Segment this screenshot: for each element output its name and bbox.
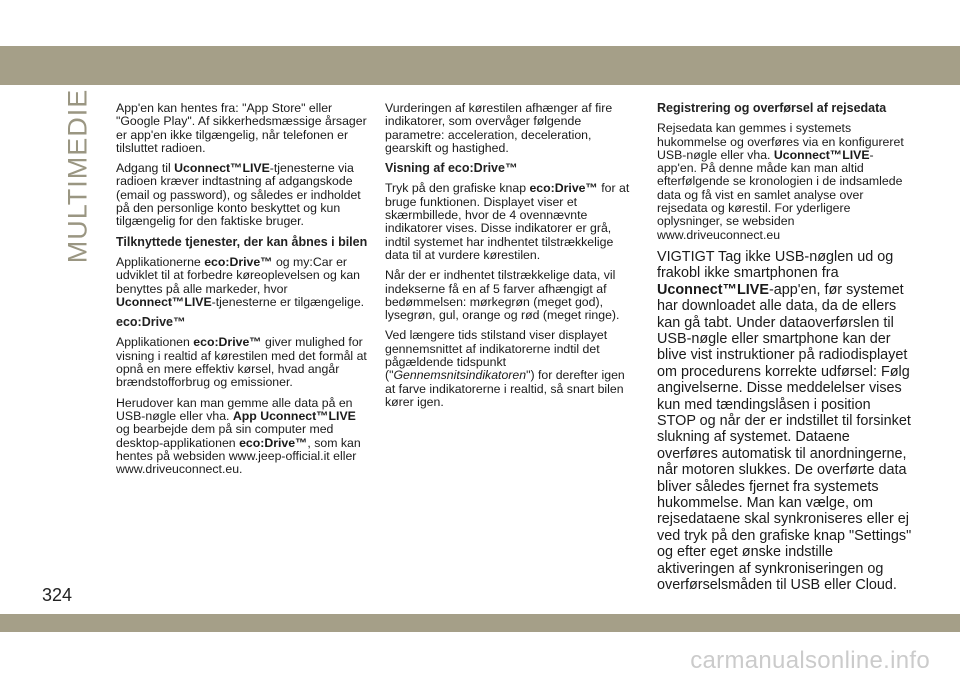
text: , som kan hentes på websiden www.jeep-official.it eller www.driveuconnect.eu. (116, 435, 361, 477)
column-3 (657, 102, 912, 601)
text: Ved længere tids stilstand viser displayet gennemsnittet af indikatorerne indtil det pågældende tidspunkt (" (385, 328, 608, 383)
text: -app'en. På denne måde kan man altid efterfølgende se kronologien i de indsamlede data og få vist en samlet analyse over rejsedata og kørestil. For yderligere oplysninger, se websiden www.driveuconnect.eu (657, 147, 903, 242)
section-label (58, 88, 98, 264)
watermark: carmanualsonline.info (690, 647, 930, 674)
bold-text: App Uconnect™LIVE (232, 408, 356, 423)
heading: eco:Drive™ (116, 315, 186, 330)
italic-text: Gennemsnitsindikatoren (393, 368, 527, 383)
text: ") for derefter igen at farve indikatorerne i realtid, så snart bilen kører igen. (385, 368, 625, 409)
heading: Visning af eco:Drive™ (385, 161, 518, 176)
text: -tjenesterne er tilgængelige. (211, 294, 365, 309)
text: -tjenesterne via radioen kræver indtastning af adgangskode (email og password), og således er indholdet på den personlige konto beskyttet og kun tilgængelig for den faktiske bruger. (116, 161, 361, 229)
paragraph: Når der er indhentet tilstrækkelige data, vil indekserne få en af 5 farver afhængigt af bedømmelsen: mørkegrøn (meget god), lysegrøn, gul, orange og rød (meget ringe). (385, 268, 620, 323)
paragraph (657, 122, 912, 242)
section-label-text: MULTIMEDIE (62, 88, 93, 264)
heading: Tilknyttede tjenester, der kan åbnes i bilen (116, 234, 368, 249)
bold-text: eco:Drive™ (193, 335, 262, 350)
bold-text: eco:Drive™ (529, 181, 598, 196)
bold-text: Uconnect™LIVE (773, 147, 870, 162)
heading: Registrering og overførsel af rejsedata (657, 101, 887, 115)
paragraph (385, 329, 637, 409)
text: Applikationerne (116, 254, 205, 269)
footer-band (0, 614, 960, 632)
bold-text: eco:Drive™ (204, 254, 273, 269)
text: giver mulighed for visning i realtid af kørestilen med det formål at opnå en mere effektiv kørsel, hvad angår brændstofforbrug og emissioner. (116, 335, 367, 390)
text: Adgang til (116, 161, 175, 176)
text: VIGTIGT Tag ikke USB-nøglen ud og frakobl ikke smartphonen fra (657, 248, 894, 282)
text: -app'en, før systemet har downloadet alle data, da de ellers kan gå tabt. Under dataoverførslen til USB-nøgle eller smartphone kan der blive vist instruktioner på radiodisplayet om procedurens korrekte udførsel: Følg angivelserne. Disse meddelelser vises kun med tændingslåsen i position STOP og når der er indstillet til forsinket slukning af systemet. Dataene overføres automatisk til anordningerne, når motoren slukkes. De overførte data bliver således fjernet fra systemets hukommelse. Man kan vælge, om rejsedataene skal synkroniseres eller ej ved tryk på den grafiske knap "Settings" og efter eget ønske indstille aktiveringen af synkroniseringen og overførselsmåden til USB eller Cloud. (657, 281, 912, 594)
header-band (0, 46, 960, 85)
text: og bearbejde dem på sin computer med desktop-applikationen (116, 422, 334, 450)
paragraph (116, 397, 368, 477)
text: Rejsedata kan gemmes i systemets hukommelse og overføres via en konfigureret USB-nøgle eller vha. (657, 121, 904, 162)
text: for at bruge funktionen. Displayet viser et skærmbillede, hvor de 4 ovennævnte indikatorer vises. Disse indikatorer er grå, indtil systemet har indhentet tilstrækkelige data til at vurdere kørestilen. (385, 181, 630, 262)
paragraph (116, 162, 368, 228)
paragraph (385, 182, 637, 262)
bold-text: Uconnect™LIVE (174, 161, 270, 176)
text: Herudover kan man gemme alle data på en USB-nøgle eller vha. (116, 395, 353, 423)
paragraph: Vurderingen af kørestilen afhænger af fire indikatorer, som overvåger følgende parametre: acceleration, deceleration, gearskift og hastighed. (385, 101, 613, 155)
text: Applikationen (116, 335, 194, 350)
column-1 (116, 102, 368, 483)
page-number: 324 (42, 585, 73, 605)
bold-text: Uconnect™LIVE (657, 281, 769, 298)
paragraph: App'en kan hentes fra: "App Store" eller "Google Play". Af sikkerhedsmæssige årsager er app'en ikke tilgængelig, når telefonen er tilsluttet radioen. (116, 101, 367, 155)
paragraph (116, 336, 368, 389)
paragraph (116, 256, 368, 309)
bold-text: eco:Drive™ (239, 435, 308, 450)
column-2 (385, 102, 637, 416)
text: Tryk på den grafiske knap (385, 181, 530, 196)
text: og my:Car er udviklet til at forbedre køreoplevelsen og kan benyttes på alle markeder, hvor (116, 254, 361, 296)
important-paragraph (657, 249, 912, 594)
bold-text: Uconnect™LIVE (116, 294, 212, 309)
